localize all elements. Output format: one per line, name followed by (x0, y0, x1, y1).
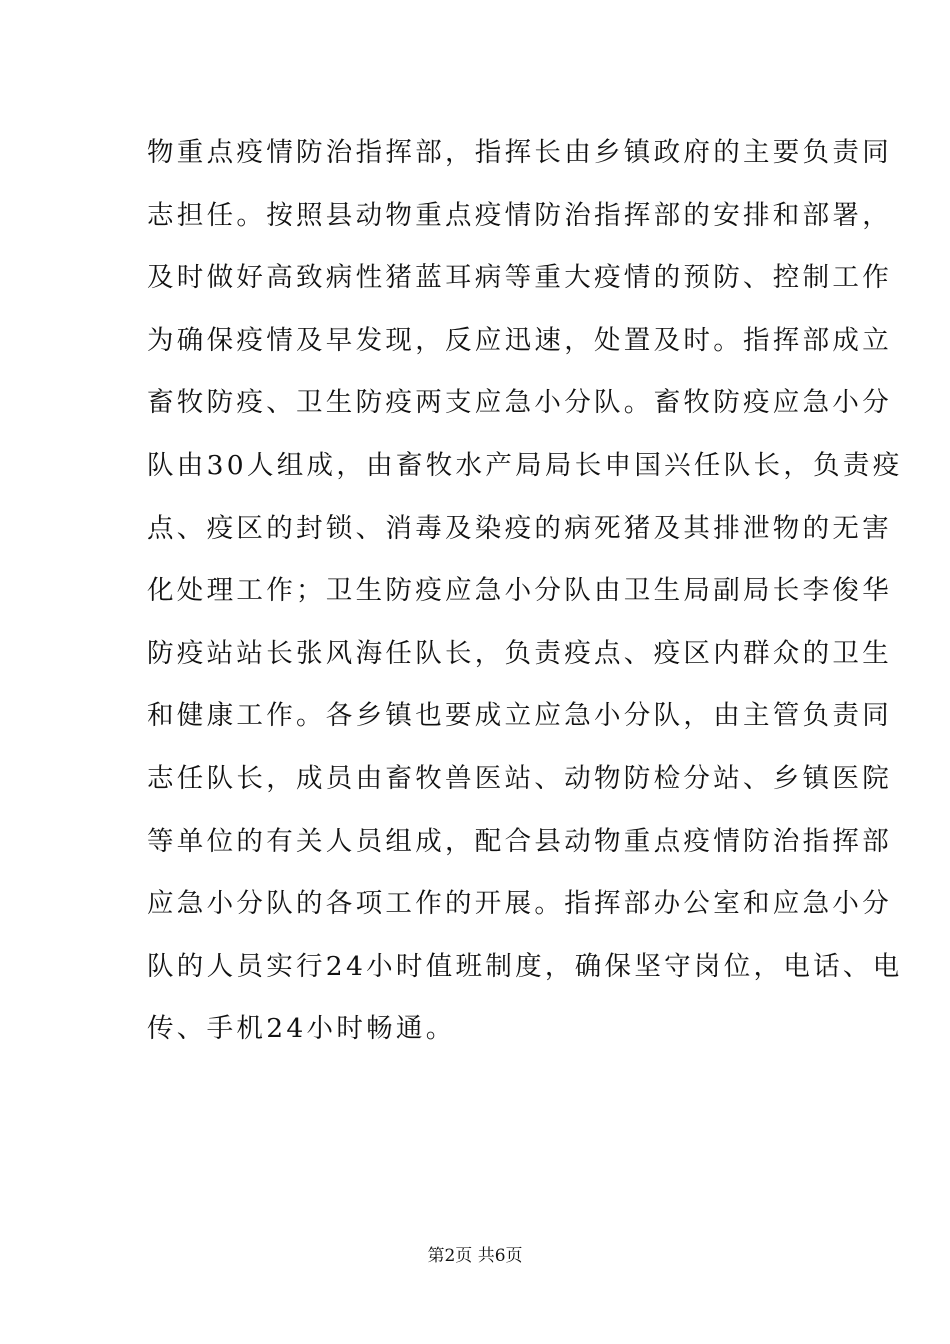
text-line: 应急小分队的各项工作的开展。指挥部办公室和应急小分 (147, 888, 892, 920)
text-line: 防疫站站长张风海任队长，负责疫点、疫区内群众的卫生 (147, 637, 892, 669)
text-line: 队由30人组成，由畜牧水产局局长申国兴任队长，负责疫 (147, 449, 903, 481)
text-line: 等单位的有关人员组成，配合县动物重点疫情防治指挥部 (147, 825, 892, 857)
text-line: 化处理工作；卫生防疫应急小分队由卫生局副局长李俊华 (147, 575, 892, 607)
text-line: 物重点疫情防治指挥部，指挥长由乡镇政府的主要负责同 (147, 137, 892, 168)
document-body (147, 128, 903, 1067)
text-line: 传、手机24小时畅通。 (147, 1013, 456, 1045)
text-line: 及时做好高致病性猪蓝耳病等重大疫情的预防、控制工作 (147, 262, 892, 294)
text-line: 志担任。按照县动物重点疫情防治指挥部的安排和部署， (147, 199, 892, 231)
text-line: 志任队长，成员由畜牧兽医站、动物防检分站、乡镇医院 (147, 762, 892, 794)
text-line: 畜牧防疫、卫生防疫两支应急小分队。畜牧防疫应急小分 (147, 387, 892, 419)
text-line: 和健康工作。各乡镇也要成立应急小分队，由主管负责同 (147, 700, 892, 732)
text-line: 队的人员实行24小时值班制度，确保坚守岗位，电话、电 (147, 950, 903, 982)
text-line: 为确保疫情及早发现，反应迅速，处置及时。指挥部成立 (147, 324, 892, 356)
text-line: 点、疫区的封锁、消毒及染疫的病死猪及其排泄物的无害 (147, 512, 892, 544)
page-number-footer: 第2页 共6页 (427, 1246, 523, 1266)
